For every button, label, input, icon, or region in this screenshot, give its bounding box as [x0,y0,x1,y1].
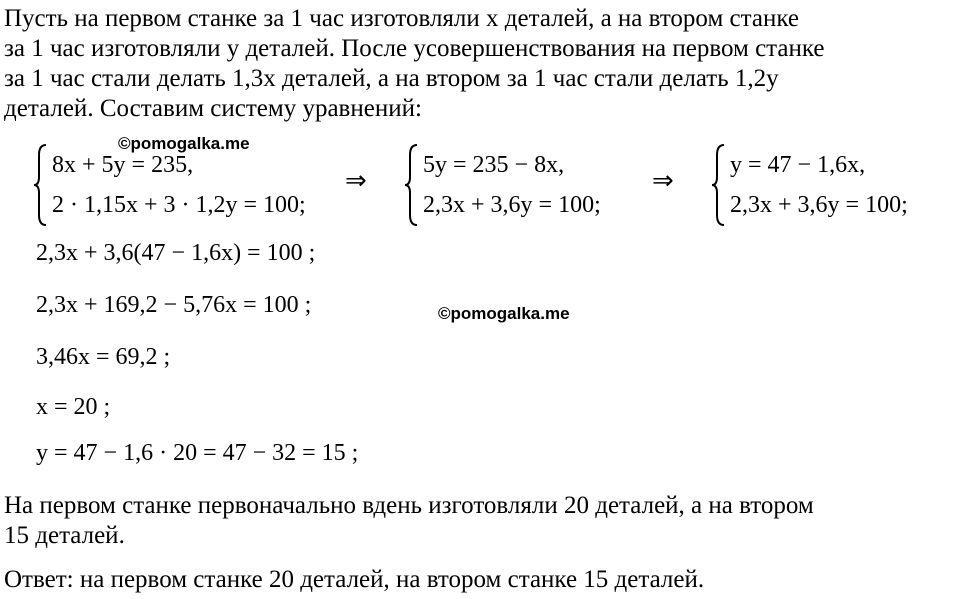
system-equation: 5y = 235 − 8x, [423,152,565,178]
left-brace-icon [32,143,50,227]
conclusion-line: 15 деталей. [4,522,125,549]
system-equation: 8x + 5y = 235, [52,152,194,178]
solution-step: x = 20 ; [36,394,111,420]
intro-line: Пусть на первом станке за 1 час изготовляли x деталей, а на втором станке [4,5,799,32]
implies-arrow-icon: ⇒ [652,166,674,196]
solution-step: 2,3x + 169,2 − 5,76x = 100 ; [36,292,312,318]
intro-line: за 1 час изготовляли y деталей. После усовершенствования на первом станке [4,35,825,62]
equation-system-3 [710,143,955,227]
intro-line: деталей. Составим систему уравнений: [4,95,422,122]
system-equation: 2 · 1,15x + 3 · 1,2y = 100; [52,192,306,218]
intro-paragraph [4,4,954,124]
system-equation: 2,3x + 3,6y = 100; [730,192,908,218]
solution-step: 3,46x = 69,2 ; [36,344,171,370]
system-equation: y = 47 − 1,6x, [730,152,866,178]
system-equation: 2,3x + 3,6y = 100; [423,192,601,218]
left-brace-icon [403,143,421,227]
solution-step: y = 47 − 1,6 · 20 = 47 − 32 = 15 ; [36,440,359,466]
left-brace-icon [710,143,728,227]
conclusion-paragraph [4,491,954,551]
solution-step: 2,3x + 3,6(47 − 1,6x) = 100 ; [36,240,316,266]
conclusion-line: На первом станке первоначально вдень изготовляли 20 деталей, а на втором [4,492,814,519]
equation-system-1 [32,143,352,227]
intro-line: за 1 час стали делать 1,3x деталей, а на втором за 1 час стали делать 1,2y [4,65,779,92]
answer-line: Ответ: на первом станке 20 деталей, на втором станке 15 деталей. [4,566,705,593]
implies-arrow-icon: ⇒ [345,166,367,196]
equation-system-2 [403,143,643,227]
watermark: ©pomogalka.me [438,304,570,323]
watermark: ©pomogalka.me [118,134,250,153]
